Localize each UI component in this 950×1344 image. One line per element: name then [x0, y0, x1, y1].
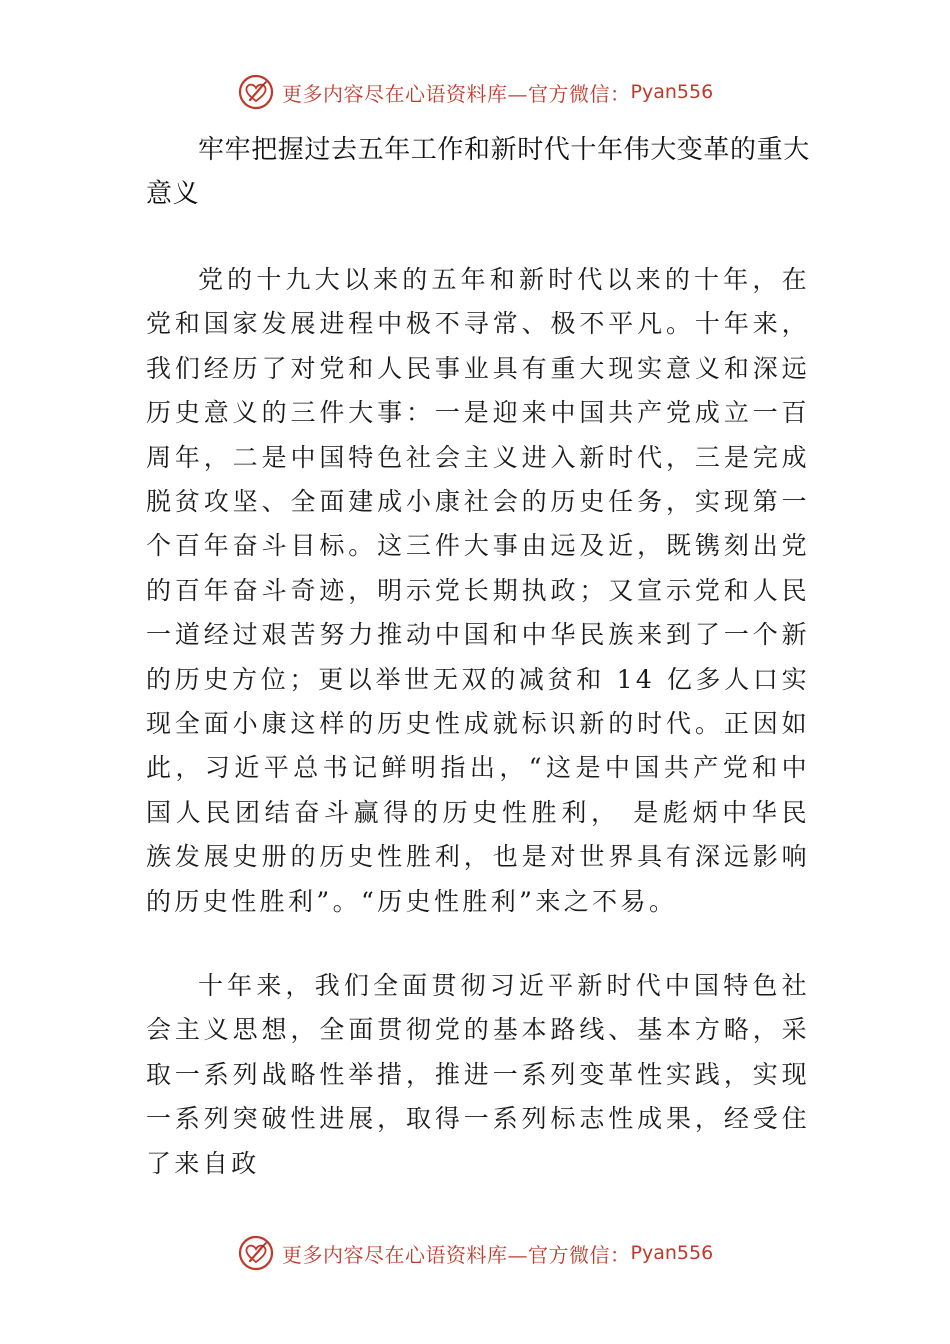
heart-pen-logo-icon	[238, 74, 274, 110]
paragraph-2: 十年来，我们全面贯彻习近平新时代中国特色社会主义思想，全面贯彻党的基本路线、基本方略，采取一系列战略性举措，推进一系列变革性实践，实现一系列突破性进展，取得一系列标志性成果，经受住了来自政	[146, 971, 810, 1178]
document-title: 牢牢把握过去五年工作和新时代十年伟大变革的重大意义	[146, 135, 810, 209]
footer-banner	[238, 1233, 738, 1273]
paragraph-1: 党的十九大以来的五年和新时代以来的十年，在党和国家发展进程中极不寻常、极不平凡。十年来，我们经历了对党和人民事业具有重大现实意义和深远历史意义的三件大事：一是迎来中国共产党成立一百周年，二是中国特色社会主义进入新时代，三是完成脱贫攻坚、全面建成小康社会的历史任务，实现第一个百年奋斗目标。这三件大事由远及近，既镌刻出党的百年奋斗奇迹，明示党长期执政；又宣示党和人民一道经过艰苦努力推动中国和中华民族来到了一个新的历史方位；更以举世无双的减贫和 14 亿多人口实现全面小康这样的历史性成就标识新的时代。正因如此，习近平总书记鲜明指出，“这是中国共产党和中国人民团结奋斗赢得的历史性胜利， 是彪炳中华民族发展史册的历史性胜利，也是对世界具有深远影响的历史性胜利”。“历史性胜利”来之不易。	[146, 265, 810, 916]
header-banner	[238, 72, 738, 112]
wechat-id: Pyan556	[630, 81, 714, 103]
wechat-id: Pyan556	[630, 1242, 714, 1264]
brand-text: 更多内容尽在心语资料库—官方微信：	[282, 81, 631, 106]
brand-text: 更多内容尽在心语资料库—官方微信：	[282, 1242, 631, 1267]
heart-pen-logo-icon	[238, 1235, 274, 1271]
